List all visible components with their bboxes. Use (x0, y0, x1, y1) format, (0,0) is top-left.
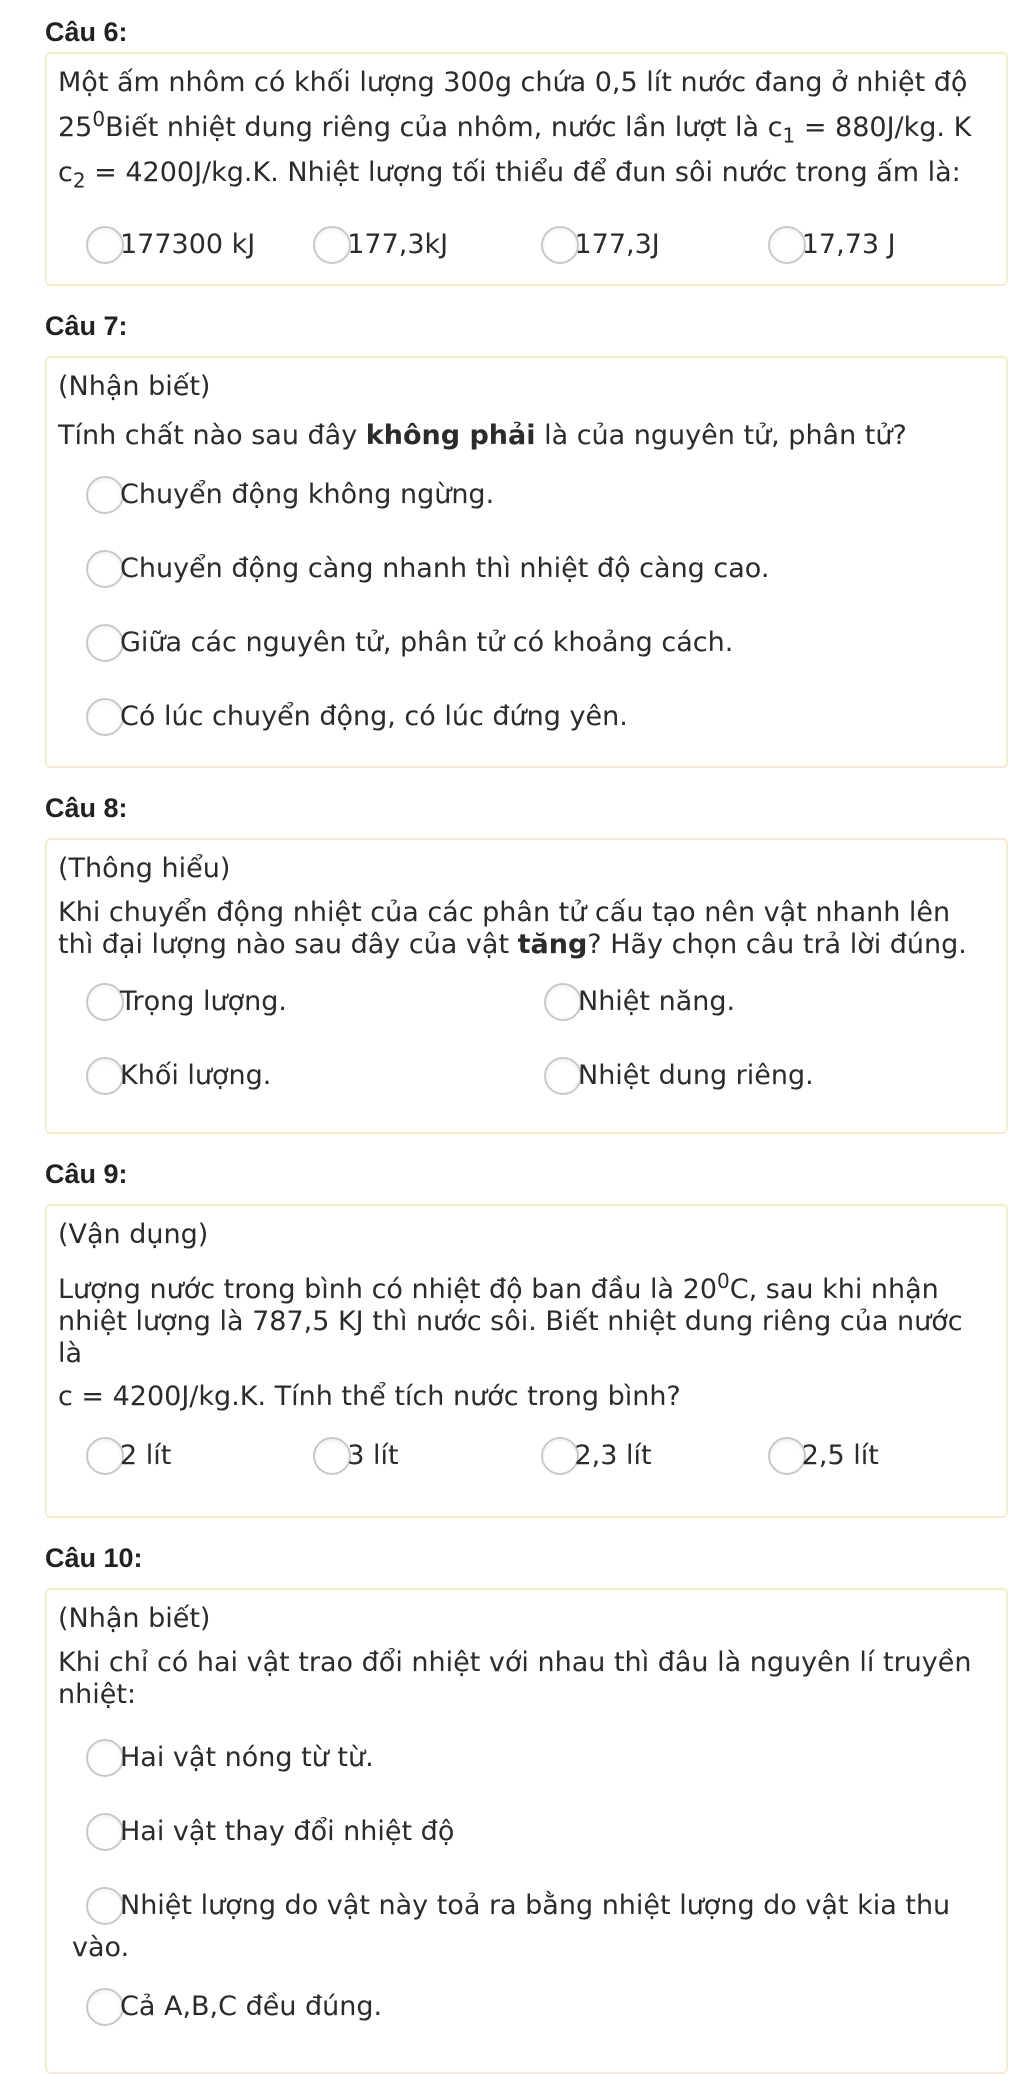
q9-box (45, 1204, 1008, 1518)
q8-option-b[interactable]: Nhiệt năng. (544, 983, 735, 1021)
q6-option-d[interactable]: 17,73 J (768, 226, 995, 264)
radio-circle-icon[interactable] (86, 698, 124, 736)
radio-circle-icon[interactable] (86, 1887, 124, 1925)
q8-text-line1: Khi chuyển động nhiệt của các phân tử cấu tạo nên vật nhanh lên (58, 897, 951, 928)
q10-box (45, 1588, 1008, 2074)
radio-circle-icon[interactable] (544, 1057, 582, 1095)
q6-text-line1: Một ấm nhôm có khối lượng 300g chứa 0,5 lít nước đang ở nhiệt độ (58, 67, 968, 98)
q10-option-c[interactable]: Nhiệt lượng do vật này toả ra bằng nhiệt lượng do vật kia thu (86, 1887, 995, 1925)
radio-circle-icon[interactable] (86, 476, 124, 514)
q9-text-line2: nhiệt lượng là 787,5 KJ thì nước sôi. Biết nhiệt dung riêng của nước (58, 1306, 963, 1337)
q9-option-c[interactable]: 2,3 lít (541, 1437, 768, 1475)
q7-option-b[interactable]: Chuyển động càng nhanh thì nhiệt độ càng cao. (86, 550, 995, 588)
q7-level: (Nhận biết) (58, 371, 211, 402)
q10-option-a[interactable]: Hai vật nóng từ từ. (86, 1739, 995, 1777)
radio-circle-icon[interactable] (541, 226, 579, 264)
radio-circle-icon[interactable] (86, 1813, 124, 1851)
radio-circle-icon[interactable] (768, 1437, 806, 1475)
q6-text-line2: $25^0Biết$ nhiệt dung riêng của nhôm, nước lần lượt là $c_1 = 880J/kg$. K (58, 107, 972, 148)
radio-circle-icon[interactable] (86, 1739, 124, 1777)
radio-circle-icon[interactable] (544, 983, 582, 1021)
q6-box (45, 52, 1008, 286)
radio-circle-icon[interactable] (86, 1437, 124, 1475)
q9-option-b[interactable]: 3 lít (313, 1437, 540, 1475)
q6-option-a[interactable]: 177300 kJ (86, 226, 313, 264)
q10-option-b[interactable]: Hai vật thay đổi nhiệt độ (86, 1813, 995, 1851)
q8-option-d[interactable]: Nhiệt dung riêng. (544, 1057, 814, 1095)
q10-title: Câu 10: (45, 1543, 143, 1573)
q7-title: Câu 7: (45, 311, 128, 341)
radio-circle-icon[interactable] (313, 226, 351, 264)
q9-text-line3: là (58, 1338, 83, 1369)
q8-text-line2: thì đại lượng nào sau đây của vật tăng? Hãy chọn câu trả lời đúng. (58, 929, 967, 960)
radio-circle-icon[interactable] (86, 624, 124, 662)
radio-circle-icon[interactable] (86, 1988, 124, 2026)
q8-option-c[interactable]: Khối lượng. (86, 1057, 544, 1095)
q6-title: Câu 6: (45, 17, 128, 47)
q10-option-d[interactable]: Cả A,B,C đều đúng. (86, 1988, 995, 2026)
q9-option-d[interactable]: 2,5 lít (768, 1437, 995, 1475)
q7-box (45, 356, 1008, 768)
q6-option-b[interactable]: 177,3kJ (313, 226, 540, 264)
radio-circle-icon[interactable] (86, 550, 124, 588)
q10-text-line2: nhiệt: (58, 1679, 137, 1710)
radio-circle-icon[interactable] (313, 1437, 351, 1475)
q6-option-c[interactable]: 177,3J (541, 226, 768, 264)
q10-text-line1: Khi chỉ có hai vật trao đổi nhiệt với nhau thì đâu là nguyên lí truyền (58, 1647, 972, 1678)
q9-title: Câu 9: (45, 1159, 128, 1189)
q8-box (45, 838, 1008, 1134)
q6-text-line3: $c_2 = 4200J/kg.K$. Nhiệt lượng tối thiểu để đun sôi nước trong ấm là: (58, 157, 961, 193)
q9-option-a[interactable]: 2 lít (86, 1437, 313, 1475)
q9-level: (Vận dụng) (58, 1219, 209, 1250)
q9-text-line4: c = 4200J/kg.K. Tính thể tích nước trong bình? (58, 1381, 681, 1412)
q9-text-line1: Lượng nước trong bình có nhiệt độ ban đầu là $20^0C$, sau khi nhận (58, 1269, 939, 1305)
q8-level: (Thông hiểu) (58, 853, 231, 884)
q10-option-c-continued: vào. (72, 1932, 130, 1963)
radio-circle-icon[interactable] (86, 1057, 124, 1095)
radio-circle-icon[interactable] (86, 226, 124, 264)
radio-circle-icon[interactable] (541, 1437, 579, 1475)
q7-option-d[interactable]: Có lúc chuyển động, có lúc đứng yên. (86, 698, 995, 736)
q7-text: Tính chất nào sau đây không phải là của nguyên tử, phân tử? (58, 420, 907, 451)
q7-option-c[interactable]: Giữa các nguyên tử, phân tử có khoảng cách. (86, 624, 995, 662)
radio-circle-icon[interactable] (768, 226, 806, 264)
q10-level: (Nhận biết) (58, 1603, 211, 1634)
radio-circle-icon[interactable] (86, 983, 124, 1021)
q7-option-a[interactable]: Chuyển động không ngừng. (86, 476, 995, 514)
q8-title: Câu 8: (45, 793, 128, 823)
q8-option-a[interactable]: Trọng lượng. (86, 983, 544, 1021)
